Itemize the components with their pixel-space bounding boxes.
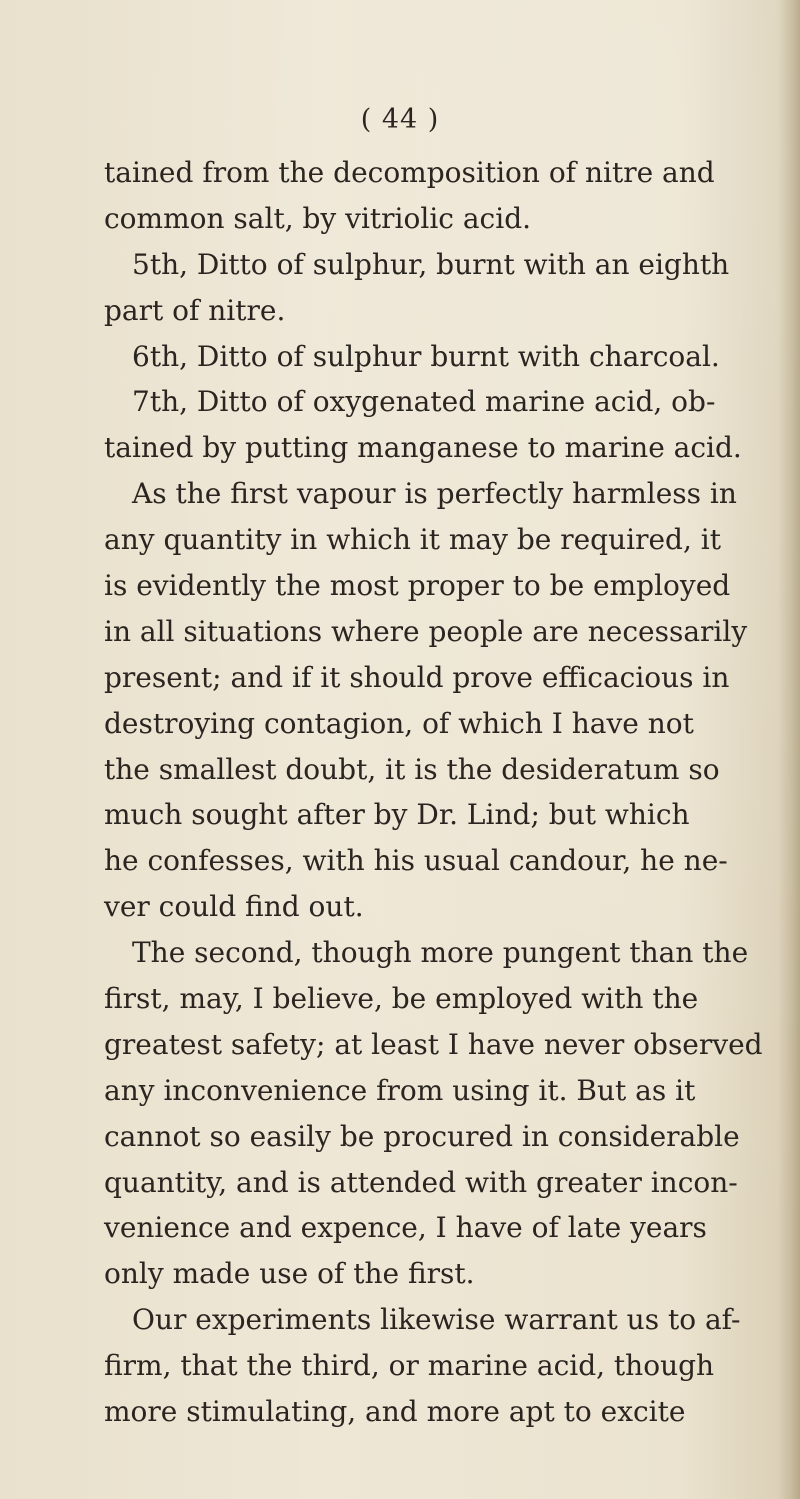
text-line: common salt, by vitriolic acid.	[104, 201, 532, 235]
text-line: venience and expence, I have of late years	[104, 1211, 707, 1245]
text-line: ver could find out.	[104, 890, 364, 924]
text-line: first, may, I believe, be employed with the	[104, 982, 699, 1016]
text-line: cannot so easily be procured in considerable	[104, 1119, 740, 1153]
text-line: present; and if it should prove efficacious in	[104, 660, 730, 694]
text-line: 5th, Ditto of sulphur, burnt with an eighth	[132, 247, 730, 281]
text-line: As the first vapour is perfectly harmless in	[132, 477, 737, 511]
text-line: quantity, and is attended with greater incon-	[104, 1165, 738, 1199]
text-line: any quantity in which it may be required, it	[104, 523, 721, 557]
text-line: 6th, Ditto of sulphur burnt with charcoal.	[132, 339, 720, 373]
page-edge-shadow	[778, 0, 800, 1499]
text-line: is evidently the most proper to be employed	[104, 569, 731, 603]
text-line: Our experiments likewise warrant us to af-	[132, 1303, 741, 1337]
text-line: much sought after by Dr. Lind; but which	[104, 798, 690, 832]
text-line: The second, though more pungent than the	[132, 936, 749, 970]
text-line: part of nitre.	[104, 293, 286, 327]
text-line: any inconvenience from using it. But as it	[104, 1073, 696, 1107]
page-number: ( 44 )	[360, 104, 440, 135]
text-line: 7th, Ditto of oxygenated marine acid, ob-	[132, 385, 716, 419]
text-line: greatest safety; at least I have never observed	[104, 1027, 763, 1061]
text-line: destroying contagion, of which I have not	[104, 706, 694, 740]
text-line: he confesses, with his usual candour, he ne-	[104, 844, 728, 878]
text-line: the smallest doubt, it is the desideratum so	[104, 752, 720, 786]
text-line: firm, that the third, or marine acid, though	[104, 1349, 715, 1383]
text-line: tained from the decomposition of nitre and	[104, 156, 715, 189]
text-line: tained by putting manganese to marine acid.	[104, 431, 742, 465]
body-text	[104, 150, 763, 1435]
text-line: only made use of the first.	[104, 1257, 475, 1291]
text-line: in all situations where people are necessarily	[104, 614, 748, 648]
text-line: more stimulating, and more apt to excite	[104, 1395, 686, 1429]
